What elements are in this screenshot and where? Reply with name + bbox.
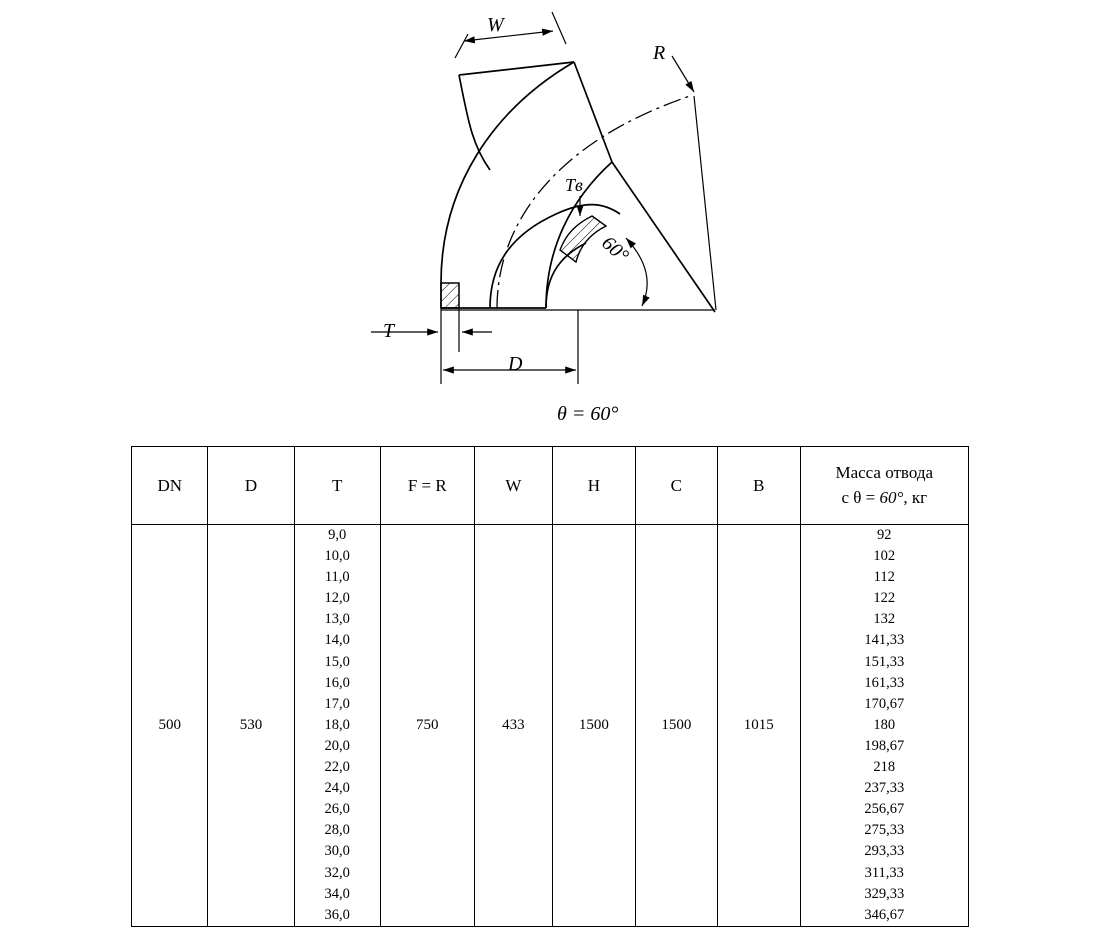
mass-value-17: 329,33 [864, 885, 905, 902]
mass-value-14: 275,33 [864, 822, 905, 839]
thickness-value-12: 24,0 [324, 780, 350, 797]
mass-value-1: 102 [873, 548, 896, 565]
thickness-value-2: 11,0 [324, 569, 350, 586]
mass-value-5: 141,33 [864, 632, 905, 649]
table-row [132, 525, 969, 927]
thickness-value-18: 36,0 [324, 906, 350, 923]
thickness-value-5: 14,0 [324, 632, 350, 649]
header-t: T [294, 447, 380, 525]
thickness-value-15: 30,0 [324, 843, 350, 860]
mass-value-13: 256,67 [864, 801, 905, 818]
label-t: T [383, 320, 395, 342]
thickness-value-9: 18,0 [324, 716, 350, 733]
header-w: W [474, 447, 552, 525]
thickness-value-16: 32,0 [324, 864, 350, 881]
header-c: C [635, 447, 717, 525]
center-line [497, 96, 690, 308]
thickness-value-6: 15,0 [324, 653, 350, 670]
thickness-value-4: 13,0 [324, 611, 350, 628]
dimension-w [455, 12, 566, 58]
header-mass-angle: 60° [879, 487, 904, 507]
header-dn: DN [132, 447, 208, 525]
cell-d: 530 [208, 525, 294, 927]
mass-value-15: 293,33 [864, 843, 905, 860]
header-mass-line1: Масса отвода [835, 462, 934, 482]
cell-f-r: 750 [380, 525, 474, 927]
header-mass-prefix: с θ = [841, 487, 880, 507]
mass-value-6: 151,33 [864, 653, 905, 670]
label-w: W [487, 14, 504, 36]
header-mass-line2 [801, 486, 968, 511]
cell-w: 433 [474, 525, 552, 927]
thickness-value-3: 12,0 [324, 590, 350, 607]
header-mass-suffix: , кг [903, 487, 928, 507]
thickness-value-0: 9,0 [328, 527, 347, 543]
spec-table [131, 446, 969, 927]
thickness-value-14: 28,0 [324, 822, 350, 839]
mass-value-10: 198,67 [864, 737, 905, 754]
thickness-value-8: 17,0 [324, 695, 350, 712]
throat-curve [490, 205, 620, 308]
mass-value-4: 132 [873, 611, 896, 628]
label-r: R [653, 42, 666, 64]
label-tv: Tв [565, 175, 583, 195]
cell-dn: 500 [132, 525, 208, 927]
label-theta-caption: θ = 60° [557, 403, 619, 425]
header-d: D [208, 447, 294, 525]
thickness-value-7: 16,0 [324, 674, 350, 691]
header-b: B [718, 447, 800, 525]
mass-value-11: 218 [873, 759, 896, 776]
thickness-value-17: 34,0 [324, 885, 350, 902]
cell-b: 1015 [718, 525, 800, 927]
mass-value-16: 311,33 [864, 864, 904, 881]
header-row [132, 447, 969, 525]
label-d: D [508, 353, 523, 375]
section-hatching-right [560, 216, 606, 262]
elbow-technical-drawing [0, 0, 1100, 440]
label-inner-angle: 60° [597, 232, 633, 268]
mass-value-8: 170,67 [864, 695, 905, 712]
drawing-svg [0, 0, 1100, 440]
mass-value-2: 112 [873, 569, 895, 586]
mass-value-18: 346,67 [864, 906, 905, 923]
thickness-value-1: 10,0 [324, 548, 350, 565]
cell-thickness-list [294, 525, 380, 927]
spec-table-head [132, 447, 969, 525]
mass-value-9: 180 [873, 716, 896, 733]
spec-table-wrapper [131, 446, 969, 927]
thickness-value-11: 22,0 [324, 759, 350, 776]
section-hatching-left [441, 283, 459, 308]
mass-value-0: 92 [877, 527, 892, 543]
cell-c: 1500 [635, 525, 717, 927]
cell-mass-list [800, 525, 968, 927]
header-h: H [553, 447, 635, 525]
header-mass [800, 447, 968, 525]
cell-h: 1500 [553, 525, 635, 927]
thickness-value-13: 26,0 [324, 801, 350, 818]
mass-value-7: 161,33 [864, 674, 905, 691]
mass-value-3: 122 [873, 590, 896, 607]
mass-value-12: 237,33 [864, 780, 905, 797]
spec-table-body [132, 525, 969, 927]
dimension-r [672, 56, 716, 310]
thickness-value-10: 20,0 [324, 737, 350, 754]
header-f-r: F = R [380, 447, 474, 525]
